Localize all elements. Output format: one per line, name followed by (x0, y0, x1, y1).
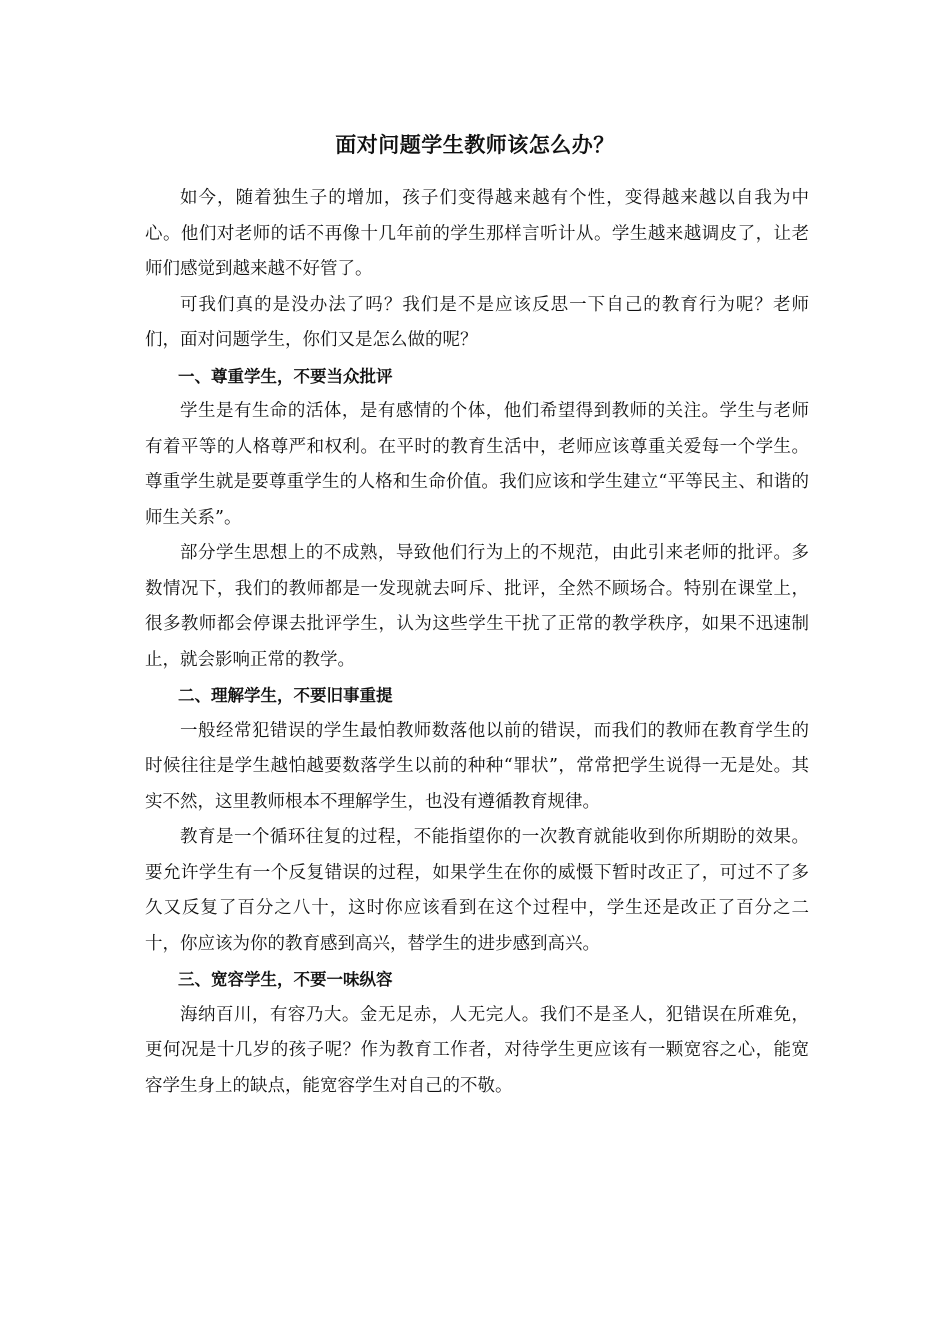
section-heading-2: 二、理解学生，不要旧事重提 (178, 686, 393, 705)
section-heading-1: 一、尊重学生，不要当众批评 (178, 366, 393, 386)
paragraph-process: 教育是一个循环往复的过程，不能指望你的一次教育就能收到你所期盼的效果。要允许学生有一个反复错误的过程，如果学生在你的威慑下暂时改正了，可过不了多久又反复了百分之八十，这时你应该看到在这个过程中，学生还是改正了百分之二十，你应该为你的教育感到高兴，替学生的进步感到高兴。 (145, 827, 809, 954)
paragraph-question: 可我们真的是没办法了吗？我们是不是应该反思一下自己的教育行为呢？老师们，面对问题学生，你们又是怎么做的呢？ (145, 294, 809, 350)
paragraph-intro: 如今，随着独生子的增加，孩子们变得越来越有个性，变得越来越以自我为中心。他们对老师的话不再像十几年前的学生那样言听计从。学生越来越调皮了，让老师们感觉到越来越不好管了。 (145, 188, 809, 279)
paragraph-respect: 学生是有生命的活体，是有感情的个体，他们希望得到教师的关注。学生与老师有着平等的人格尊严和权利。在平时的教育生活中，老师应该尊重关爱每一个学生。尊重学生就是要尊重学生的人格和生命价值。我们应该和学生建立“平等民主、和谐的师生关系”。 (145, 401, 809, 528)
document-body (145, 181, 809, 1104)
paragraph-tolerance: 海纳百川，有容乃大。金无足赤，人无完人。我们不是圣人，犯错误在所难免，更何况是十几岁的孩子呢？作为教育工作者，对待学生更应该有一颗宽容之心，能宽容学生身上的缺点，能宽容学生对自己的不敬。 (145, 1004, 809, 1096)
document-title: 面对问题学生教师该怎么办？ (335, 133, 615, 157)
paragraph-understand: 一般经常犯错误的学生最怕教师数落他以前的错误，而我们的教师在教育学生的时候往往是学生越怕越要数落学生以前的种种“罪状”，常常把学生说得一无是处。其实不然，这里教师根本不理解学生，也没有遵循教育规律。 (145, 720, 809, 812)
paragraph-criticism: 部分学生思想上的不成熟，导致他们行为上的不规范，由此引来老师的批评。多数情况下，我们的教师都是一发现就去呵斥、批评，全然不顾场合。特别在课堂上，很多教师都会停课去批评学生，认为这些学生干扰了正常的教学秩序，如果不迅速制止，就会影响正常的教学。 (145, 543, 809, 670)
section-heading-3: 三、宽容学生，不要一味纵容 (178, 970, 393, 989)
